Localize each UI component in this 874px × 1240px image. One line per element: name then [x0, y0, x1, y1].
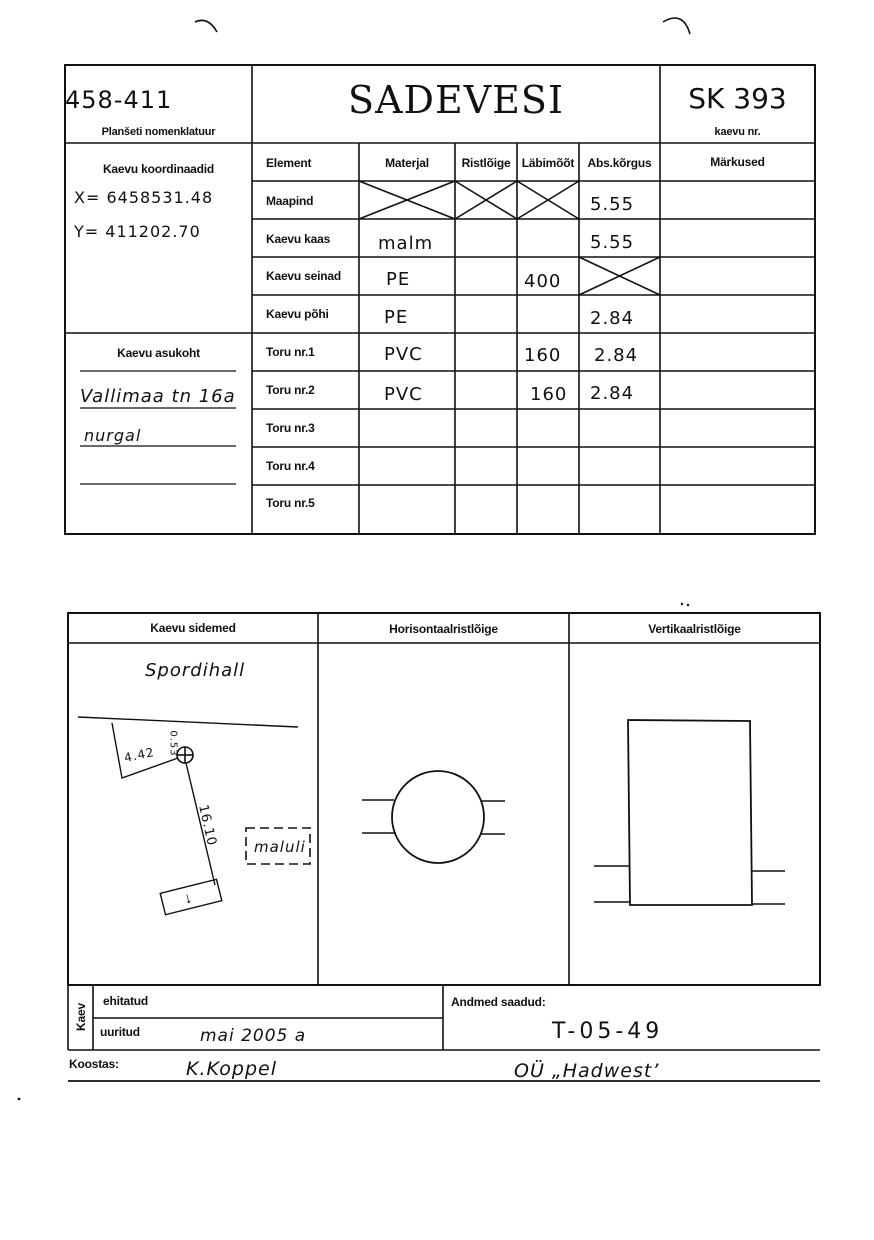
coordinate-x: X= 6458531.48: [74, 188, 214, 207]
data-source-label: Andmed saadud:: [451, 995, 546, 1009]
cell-material: PE: [384, 307, 409, 328]
cell-abs-height: 2.84: [590, 383, 635, 404]
cell-material: malm: [378, 233, 434, 254]
cell-diameter: 160: [530, 384, 568, 405]
neighbor-label: maluli: [254, 838, 306, 856]
well-side-label: Kaev: [74, 1003, 88, 1031]
row-label: Toru nr.5: [266, 496, 315, 510]
cell-diameter: 160: [524, 345, 562, 366]
cell-abs-height: 5.55: [590, 232, 635, 253]
outlet-arrow-icon: ↓: [181, 889, 194, 908]
col-header-diameter: Läbimõõt: [521, 156, 575, 170]
punch-mark: [663, 18, 690, 34]
cell-diameter: 400: [524, 271, 562, 292]
col-header-cross-section: Ristlõige: [461, 156, 511, 170]
row-label: Kaevu kaas: [266, 232, 331, 246]
vertical-section-label: Vertikaalristlõige: [648, 622, 741, 636]
coordinate-y: Y= 411202.70: [74, 222, 201, 241]
location-line-2: nurgal: [84, 426, 142, 445]
row-label: Toru nr.1: [266, 345, 315, 359]
dimension-label: 4.42: [122, 744, 156, 766]
company-name: OÜ „Hadwest’: [514, 1060, 660, 1082]
location-line-1: Vallimaa tn 16a: [80, 386, 236, 407]
compiled-by-value: K.Koppel: [186, 1058, 277, 1080]
surveyed-label: uuritud: [100, 1025, 140, 1039]
cell-abs-height: 2.84: [594, 345, 639, 366]
coordinates-label: Kaevu koordinaadid: [102, 162, 215, 176]
compiled-by-label: Koostas:: [69, 1057, 119, 1071]
col-header-material: Materjal: [385, 156, 429, 170]
cell-abs-height: 2.84: [590, 308, 635, 329]
cell-abs-height: 5.55: [590, 194, 635, 215]
nomenclature-label: Planšeti nomenklatuur: [101, 126, 216, 138]
punch-mark: [195, 20, 217, 32]
form-title: SADEVESI: [348, 78, 564, 122]
well-number-value: SK 393: [688, 82, 787, 115]
cell-material: PVC: [384, 344, 423, 365]
row-label: Toru nr.3: [266, 421, 315, 435]
surveyed-value: mai 2005 a: [200, 1026, 307, 1046]
dimension-label: 0.53: [167, 730, 179, 757]
cell-material: PE: [386, 269, 411, 290]
data-source-value: T-05-49: [552, 1019, 664, 1044]
building-label: Spordihall: [145, 660, 246, 681]
connections-label: Kaevu sidemed: [150, 621, 236, 635]
col-header-abs-height: Abs.kõrgus: [587, 156, 652, 170]
well-number-label: kaevu nr.: [714, 126, 761, 138]
horizontal-section-label: Horisontaalristlõige: [389, 622, 498, 636]
nomenclature-value: 458-411: [65, 86, 173, 114]
built-label: ehitatud: [103, 994, 149, 1008]
dimension-label: 16.10: [195, 803, 220, 848]
row-label: Toru nr.4: [266, 459, 315, 473]
cell-material: PVC: [384, 384, 423, 405]
row-label: Kaevu seinad: [266, 269, 341, 283]
col-header-element: Element: [266, 156, 312, 170]
location-label: Kaevu asukoht: [117, 346, 200, 360]
row-label: Kaevu põhi: [266, 307, 329, 321]
row-label: Maapind: [266, 194, 314, 208]
row-label: Toru nr.2: [266, 383, 315, 397]
col-header-notes: Märkused: [710, 155, 765, 169]
